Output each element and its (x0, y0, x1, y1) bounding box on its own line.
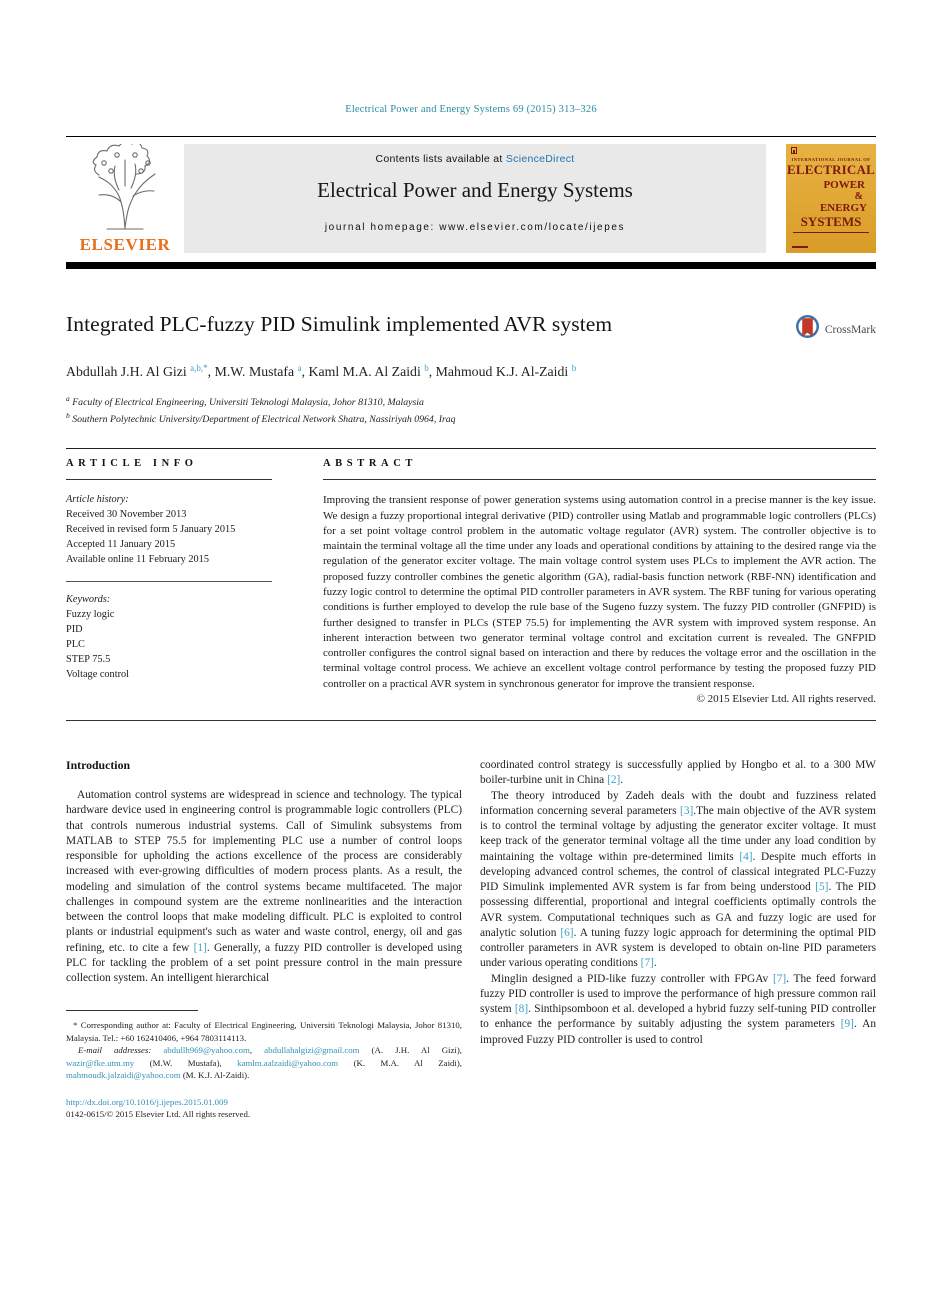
cover-title-electrical: ELECTRICAL (787, 162, 875, 177)
divider (66, 479, 272, 480)
text-segment: (M.W. Mustafa), (134, 1057, 238, 1068)
corresponding-author-note: * Corresponding author at: Faculty of Electrical Engineering, Universiti Teknologi Malaysia, Johor 81310, Malaysia. Tel.: +60 162410406, +964 7803114113. (66, 1020, 462, 1043)
text-segment: Abdullah J.H. Al Gizi (66, 364, 191, 379)
doi-link[interactable]: http://dx.doi.org/10.1016/j.ijepes.2015.01.009 (66, 1096, 228, 1107)
keyword-item: PLC (66, 638, 85, 650)
hyperlink[interactable]: abdullahalgizi@gmail.com (264, 1045, 360, 1056)
abstract-copyright: © 2015 Elsevier Ltd. All rights reserved. (696, 693, 876, 705)
footnote-block (66, 1010, 462, 1120)
footnote-rule (66, 1010, 198, 1011)
text-segment: . (620, 774, 624, 787)
journal-homepage-link[interactable]: www.elsevier.com/locate/ijepes (439, 222, 626, 233)
article-history-list (66, 508, 323, 568)
crossmark-badge[interactable] (795, 314, 876, 346)
reference-link[interactable]: [8] (514, 1003, 529, 1015)
cover-title-systems: SYSTEMS (800, 214, 862, 229)
reference-link[interactable]: [3] (680, 804, 694, 817)
text-segment: . The feed forward fuzzy PID controller is used to improve the performance of high pressure common rail system (480, 972, 876, 1015)
journal-title: Electrical Power and Energy Systems (317, 178, 633, 202)
text-segment: coordinated control strategy is successfully applied by Hongbo et al. to a 300 MW boiler-turbine unit in China (480, 759, 876, 787)
text-segment: Automation control systems are widespread in science and technology. The typical hardware device used in engineering control is programmable logic controllers (PLC) that controls numerous industrial systems. Call of Simulink subsystems from MATLAB to STEP 75.5 for implementing PLC use a number of control loops responsible for upholding the actions excellence of the process are considerably increased with ever-growing difficulties of modern process plants. As a result, the modeling and simulation of the control systems became multifaceted. The major challenges in compound system are the extreme nonlinearities and the interaction between the control loops that make modeling difficult. PLC is exploited to control plants or industrial equipment's such as water and waste control, energy, oil and gas refining, etc. to cite a few (66, 789, 462, 954)
journal-header (66, 144, 876, 253)
abstract-bottom-rule (66, 720, 876, 721)
keyword-item: PID (66, 623, 83, 635)
superscript: a (66, 394, 70, 403)
author-line (66, 363, 876, 380)
sciencedirect-link[interactable]: ScienceDirect (505, 153, 575, 165)
text-segment: . Sinthipsomboon et al. developed a hybrid fuzzy self-tuning PID controller to enhance the performance by suitably adjusting the system parameters (480, 1003, 876, 1031)
elsevier-tree-icon (79, 144, 171, 237)
header-black-bar (66, 262, 876, 269)
body-paragraph (480, 789, 876, 972)
journal-masthead-box (184, 144, 766, 253)
abstract-text: Improving the transient response of power generation systems using automation control in a precise manner is the key issue. We design a fuzzy proportional integral derivative (PID) controller using Matlab and programmable logic controllers (PLCs) for a set point voltage control problem in the automatic voltage regulator (AVR) system. The controller objective is to maintain the terminal voltage all the time under any loads and operational conditions by attaining to the desired range via the regulation of the generator exciter voltage. The main voltage control system uses PLCs to implement the AVR action. The proposed fuzzy controller combines the genetic algorithm (GA), radial-basis function network (RBF-NN) identification and fuzzy logic control to determine the optimal PID controller parameters in AVR system. The RBF tuning for various operating conditions is further employed to develop the rule base of the Sugeno fuzzy system. The fuzzy PID controller (GNFPID) is further designed to transfer in PLCs (STEP 75.5) for implementing the AVR system with improved system response. An inherent interaction between two generator terminal voltage control and excitation current is revealed. The GNFPID controller configures the control signal based on interaction and there by reduces the voltage error and the oscillation in the terminal voltage control process. We achieve an excellent voltage control performance by testing the proposed fuzzy PID controller on a practical AVR system in synchronous generator for improve the transient response. (323, 494, 876, 690)
text-segment: The theory introduced by Zadeh deals with the doubt and fuzziness related information concerning several parameters (480, 789, 876, 817)
text-segment: Faculty of Electrical Engineering, Universiti Teknologi Malaysia, Johor 81310, Malaysia (69, 397, 424, 408)
citation-line: Electrical Power and Energy Systems 69 (2015) 313–326 (345, 104, 597, 115)
superscript: a,b,* (190, 363, 208, 373)
article-info-column (66, 458, 323, 705)
text-segment: . Despite much efforts in developing advanced control schemes, the control of classical integrated PLC-Fuzzy PID Simulink implemented AVR system is far from being understood (480, 850, 876, 893)
body-paragraph (480, 972, 876, 1048)
article-history-label: Article history: (66, 494, 129, 506)
keyword-item: Fuzzy logic (66, 608, 115, 620)
text-segment: (A. J.H. Al Gizi), (359, 1045, 462, 1056)
affiliation-b (66, 410, 876, 427)
keywords-label: Keywords: (66, 593, 111, 605)
body-paragraph (480, 758, 876, 789)
text-segment: . An improved Fuzzy PID controller is used to control (480, 1018, 876, 1046)
reference-link[interactable]: [7] (640, 957, 654, 970)
body-paragraph (66, 788, 462, 986)
cover-kicker: INTERNATIONAL JOURNAL OF (791, 157, 871, 162)
reference-link[interactable]: [2] (607, 774, 621, 787)
email-addresses-note (66, 1044, 462, 1081)
contents-lists-prefix: Contents lists available at (375, 153, 506, 165)
keyword-item: STEP 75.5 (66, 653, 111, 665)
journal-homepage-line (184, 222, 766, 233)
keyword-item: Voltage control (66, 668, 130, 680)
text-segment: Southern Polytechnic University/Department of Electrical Network Shatra, Nassiriyah 0964, Iraq (69, 414, 456, 426)
abstract-heading: ABSTRACT (323, 458, 417, 470)
divider (66, 581, 272, 582)
body-right-column (480, 758, 876, 1121)
article-info-heading: ARTICLE INFO (66, 458, 198, 470)
article-title: Integrated PLC-fuzzy PID Simulink implemented AVR system (66, 312, 613, 336)
text-segment: , Kaml M.A. Al Zaidi (301, 364, 425, 379)
superscript: b (66, 411, 70, 421)
reference-link[interactable]: [4] (739, 850, 753, 863)
text-segment: . Generally, a fuzzy PID controller is developed using PLC for tackling the problem of a set point pressure control in the main pressure collection system. An intelligent hierarchical (66, 941, 462, 984)
cover-title-ampersand: & (854, 191, 863, 202)
text-segment: E-mail addresses: (78, 1045, 164, 1056)
info-abstract-top-rule (66, 448, 876, 449)
body-left-column (66, 758, 462, 1121)
hyperlink[interactable]: wazir@fke.utm.my (66, 1057, 135, 1068)
crossmark-label: CrossMark (824, 324, 876, 336)
reference-link[interactable]: [6] (560, 926, 574, 939)
cover-title-power: POWER (823, 179, 865, 191)
cover-publisher-mark (791, 147, 797, 154)
superscript: b (424, 363, 429, 373)
text-segment: , M.W. Mustafa (207, 364, 298, 379)
article-history-item: Received in revised form 5 January 2015 (66, 524, 236, 536)
text-segment: . A tuning fuzzy logic approach for determining the optimal PID controller parameters in AVR system is developed to obtain on-line PID parameters under various operating conditions (480, 926, 876, 970)
homepage-prefix: journal homepage: (324, 222, 440, 233)
cover-bottom-mark (792, 246, 808, 249)
article-history-item: Available online 11 February 2015 (66, 554, 209, 566)
affiliations (66, 393, 876, 427)
text-segment: (K. M.A. Al Zaidi), (338, 1057, 462, 1068)
elsevier-logo[interactable] (66, 144, 184, 253)
abstract-column (323, 458, 876, 705)
reference-link[interactable]: [9] (840, 1018, 854, 1031)
reference-link[interactable]: [5] (815, 881, 829, 893)
cover-rule (793, 232, 869, 233)
superscript: b (571, 363, 577, 373)
divider (323, 479, 876, 480)
text-segment: . The PID possessing differential, proportional and integral coefficients optimally controls the AVR system. Computational techniques such as GA and fuzzy logic are used for analytic solution (480, 881, 877, 939)
contents-lists-line (184, 153, 766, 165)
article-history-item: Received 30 November 2013 (66, 509, 187, 521)
crossmark-icon (795, 314, 820, 346)
text-segment: . (653, 957, 657, 970)
text-segment: , Mahmoud K.J. Al-Zaidi (428, 364, 572, 379)
text-segment: , (249, 1045, 265, 1056)
article-history-item: Accepted 11 January 2015 (66, 539, 176, 551)
text-segment: Minglin designed a PID-like fuzzy controller with FPGAv (491, 972, 773, 985)
header-top-rule (66, 136, 876, 137)
hyperlink[interactable]: kamlm.aalzaidi@yahoo.com (237, 1057, 339, 1068)
reference-link[interactable]: [1] (193, 941, 207, 954)
reference-link[interactable]: [7] (772, 972, 787, 985)
text-segment: (M. K.J. Al-Zaidi). (180, 1070, 250, 1081)
issn-copyright-line: 0142-0615/© 2015 Elsevier Ltd. All rights reserved. (66, 1109, 251, 1120)
keywords-list (66, 608, 323, 683)
elsevier-wordmark: ELSEVIER (79, 235, 171, 254)
cover-title-energy: ENERGY (819, 202, 867, 214)
hyperlink[interactable]: abdullh969@yahoo.com (163, 1045, 250, 1056)
text-segment: .The main objective of the AVR system is to control the terminal voltage by adjusting the generator exciter voltage. It must keep track of the generator terminal voltage all the time under any load condition by maintaining the voltage within pre-determined limits (480, 804, 876, 863)
superscript: a (297, 363, 302, 373)
introduction-heading: Introduction (66, 758, 131, 772)
journal-cover-thumbnail[interactable] (786, 144, 876, 253)
hyperlink[interactable]: mahmoudk.jalzaidi@yahoo.com (66, 1070, 181, 1081)
affiliation-a (66, 393, 876, 410)
